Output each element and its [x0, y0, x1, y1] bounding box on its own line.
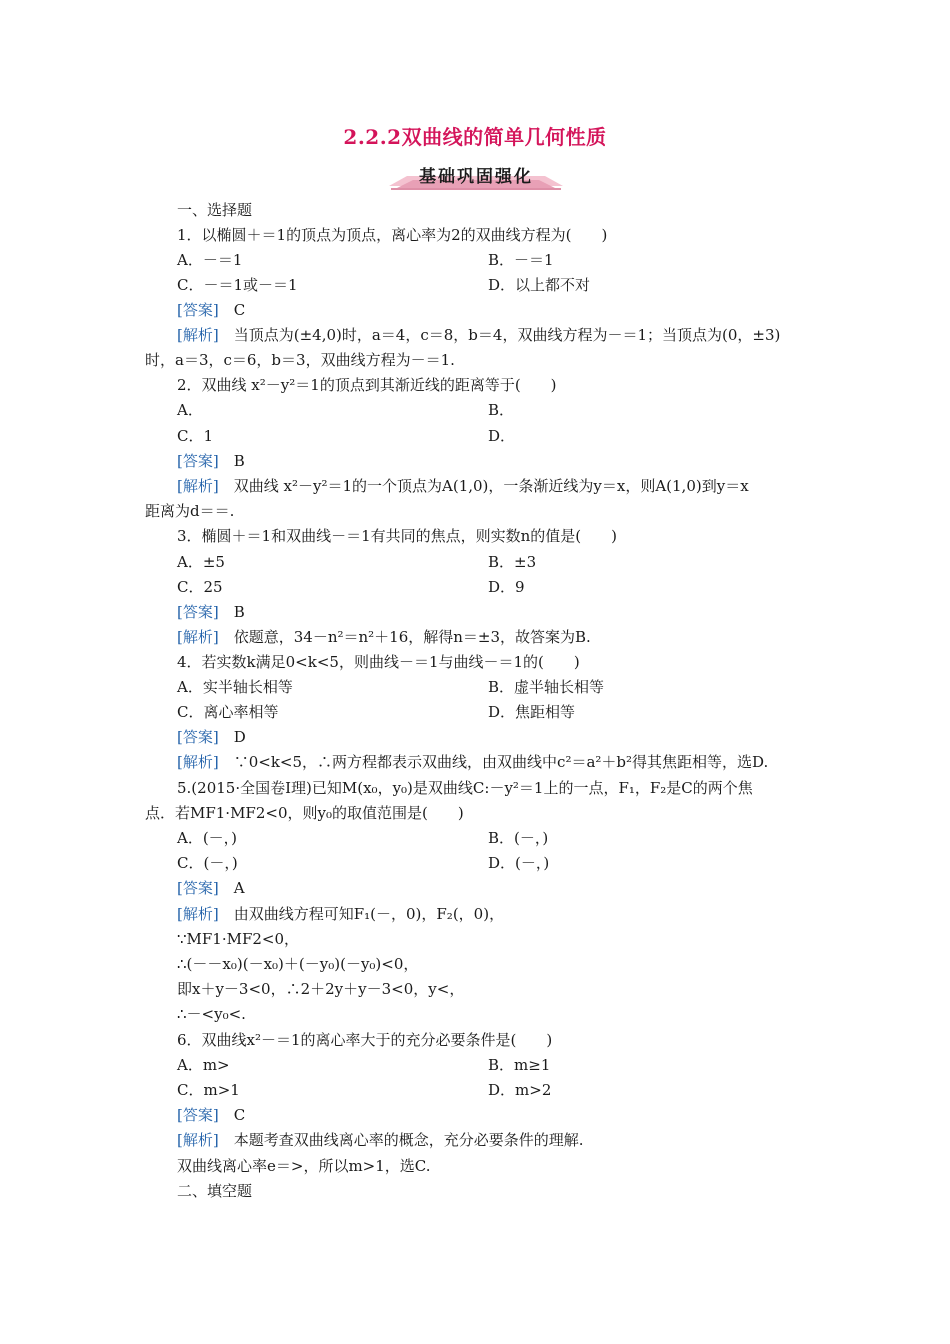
question-6-option-b: B．m≥1 [488, 1056, 551, 1074]
analysis-tag: [解析] [177, 326, 219, 344]
answer-tag: [答案] [177, 728, 219, 746]
answer-value: C [233, 1106, 246, 1124]
question-1-analysis [177, 325, 780, 345]
question-5-stem: 5.(2015·全国卷Ⅰ理)已知M(x₀，y₀)是双曲线C:－y²＝1上的一点，F₁，F₂是C的两个焦 [177, 779, 753, 797]
question-2-option-b: B． [488, 401, 515, 419]
question-6-option-a: A．m> [177, 1056, 230, 1074]
analysis-text: ∵0<k<5，∴两方程都表示双曲线，由双曲线中c²＝a²＋b²得其焦距相等，选D. [233, 753, 769, 771]
question-5-option-b: B．(－，) [488, 829, 549, 847]
question-1-option-a: A．－＝1 [177, 251, 243, 269]
analysis-tag: [解析] [177, 628, 219, 646]
banner-label: 基础巩固强化 [419, 167, 533, 187]
question-2-stem: 2．双曲线 x²－y²＝1的顶点到其渐近线的距离等于( ) [177, 376, 557, 394]
answer-tag: [答案] [177, 301, 219, 319]
question-4-option-b: B．虚半轴长相等 [488, 678, 605, 696]
question-4-option-a: A．实半轴长相等 [177, 678, 293, 696]
question-2-answer [177, 451, 245, 471]
question-6-analysis-line2: 双曲线离心率e＝>，所以m>1，选C. [177, 1157, 431, 1175]
section-heading-2: 二、填空题 [177, 1182, 253, 1200]
analysis-text: 当顶点为(±4,0)时，a＝4，c＝8，b＝4，双曲线方程为－＝1；当顶点为(0，±3) [233, 326, 781, 344]
question-4-option-d: D．焦距相等 [488, 703, 576, 721]
question-6-analysis [177, 1130, 584, 1150]
answer-tag: [答案] [177, 1106, 219, 1124]
question-5-option-a: A．(－，) [177, 829, 238, 847]
analysis-text: 由双曲线方程可知F₁(－，0)，F₂(，0)， [233, 905, 505, 923]
answer-value: B [233, 452, 245, 470]
question-5-analysis-line5: ∴－<y₀<. [177, 1005, 246, 1023]
answer-value: B [233, 603, 245, 621]
question-1-answer [177, 300, 245, 320]
analysis-tag: [解析] [177, 477, 219, 495]
question-2-analysis [177, 476, 749, 496]
question-6-option-d: D．m>2 [488, 1081, 552, 1099]
section-heading: 一、选择题 [177, 201, 253, 219]
question-5-answer [177, 878, 245, 898]
question-3-option-d: D．9 [488, 578, 525, 596]
question-5-stem-cont: 点．若MF1·MF2<0，则y₀的取值范围是( ) [145, 804, 464, 822]
question-3-option-a: A．±5 [177, 553, 225, 571]
question-3-analysis [177, 627, 591, 647]
question-4-option-c: C．离心率相等 [177, 703, 279, 721]
answer-tag: [答案] [177, 603, 219, 621]
question-1-analysis-cont: 时，a＝3，c＝6，b＝3，双曲线方程为－＝1. [145, 351, 455, 369]
question-5-analysis-line3: ∴(－－x₀)(－x₀)＋(－y₀)(－y₀)<0， [177, 955, 419, 973]
section-banner [377, 160, 575, 190]
question-6-option-c: C．m>1 [177, 1081, 240, 1099]
question-1-option-d: D．以上都不对 [488, 276, 591, 294]
question-4-analysis [177, 752, 768, 772]
question-4-answer [177, 727, 246, 747]
answer-value: C [233, 301, 246, 319]
question-3-answer [177, 602, 245, 622]
question-5-analysis [177, 904, 504, 924]
question-5-analysis-line2: ∵MF1·MF2<0， [177, 930, 300, 948]
answer-tag: [答案] [177, 452, 219, 470]
answer-value: A [233, 879, 245, 897]
analysis-text: 本题考查双曲线离心率的概念，充分必要条件的理解. [233, 1131, 584, 1149]
question-2-analysis-cont: 距离为d＝＝. [145, 502, 235, 520]
analysis-tag: [解析] [177, 1131, 219, 1149]
question-3-option-c: C．25 [177, 578, 223, 596]
question-5-option-d: D．(－，) [488, 854, 550, 872]
analysis-tag: [解析] [177, 753, 219, 771]
analysis-text: 双曲线 x²－y²＝1的一个顶点为A(1,0)，一条渐近线为y＝x，则A(1,0)到y＝x [233, 477, 749, 495]
question-3-option-b: B．±3 [488, 553, 537, 571]
question-6-answer [177, 1105, 245, 1125]
question-2-option-a: A． [177, 401, 203, 419]
question-1-option-c: C．－＝1或－＝1 [177, 276, 298, 294]
answer-value: D [233, 728, 246, 746]
analysis-tag: [解析] [177, 905, 219, 923]
question-5-option-c: C．(－，) [177, 854, 238, 872]
question-1-option-b: B．－＝1 [488, 251, 554, 269]
question-4-stem: 4．若实数k满足0<k<5，则曲线－＝1与曲线－＝1的( ) [177, 653, 580, 671]
question-5-analysis-line4: 即x＋y－3<0，∴2＋2y＋y－3<0，y<， [177, 980, 465, 998]
page-title: 2.2.2双曲线的简单几何性质 [343, 125, 607, 149]
question-3-stem: 3．椭圆＋＝1和双曲线－＝1有共同的焦点，则实数n的值是( ) [177, 527, 617, 545]
question-2-option-d: D． [488, 427, 516, 445]
answer-tag: [答案] [177, 879, 219, 897]
question-6-stem: 6．双曲线x²－＝1的离心率大于的充分必要条件是( ) [177, 1031, 553, 1049]
question-1-stem: 1．以椭圆＋＝1的顶点为顶点，离心率为2的双曲线方程为( ) [177, 226, 608, 244]
analysis-text: 依题意，34－n²＝n²＋16，解得n＝±3，故答案为B. [233, 628, 591, 646]
question-2-option-c: C．1 [177, 427, 214, 445]
